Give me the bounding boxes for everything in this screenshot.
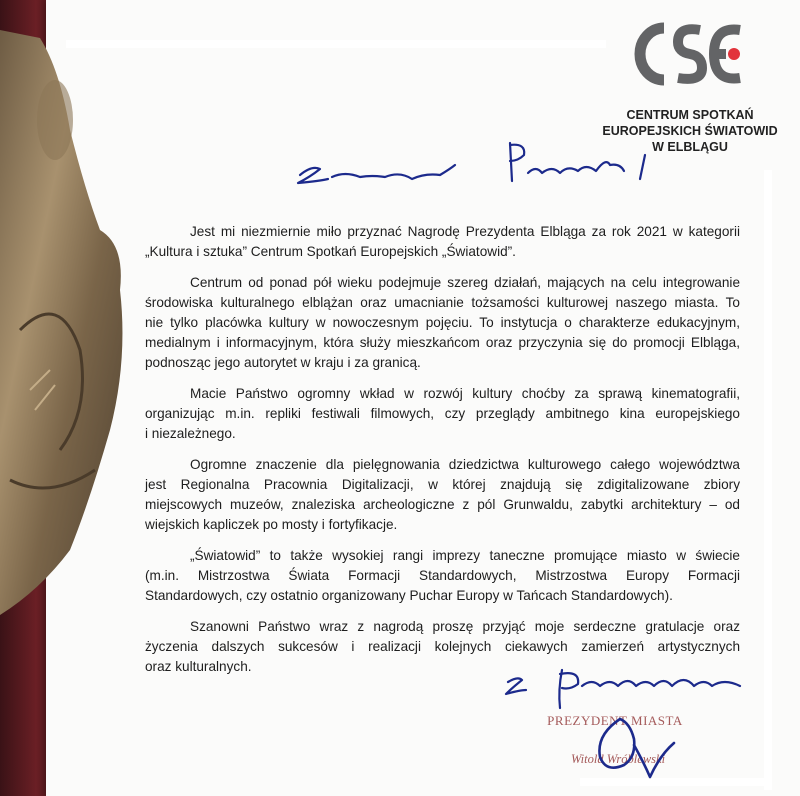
text-line: jest Regionalna Pracownia Digitalizacji, w której znajdują się zdigitalizowane zbiory xyxy=(145,477,740,492)
text-line: Standardowych, czy ostatnio organizowany Puchar Europy w Tańcach Standardowych). xyxy=(145,588,673,603)
text-line: życzenia dalszych sukcesów i realizacji kolejnych ciekawych zamierzeń artystycznych xyxy=(145,639,740,654)
text-line: organizując m.in. repliki festiwali filmowych, czy przeglądy ambitnego kina europejskiego xyxy=(145,406,740,421)
paragraph-4 xyxy=(145,455,740,535)
signer-title-stamp: PREZYDENT MIASTA xyxy=(547,713,683,728)
text-line: miejscowych muzeów, znaleziska archeologiczne z pól Grunwaldu, zabytki architektury – od xyxy=(145,497,740,512)
text-line: i niezależnego. xyxy=(145,426,236,441)
text-line: nie tylko placówka kultury w nowoczesnym pojęciu. To instytucja o charakterze edukacyjnym, xyxy=(145,315,740,330)
bronze-medal-image xyxy=(0,30,130,620)
org-name-line-3: W ELBLĄGU xyxy=(652,140,728,154)
text-line: Centrum od ponad pół wieku podejmuje szereg działań, mających na celu integrowanie xyxy=(190,275,740,290)
text-line: podnosząc jego autorytet w kraju i za granicą. xyxy=(145,355,421,370)
handwritten-salutation xyxy=(290,135,670,195)
president-signature xyxy=(590,715,680,785)
text-line: (m.in. Mistrzostwa Świata Formacji Standardowych, Mistrzostwa Europy Formacji xyxy=(145,568,740,583)
frame-line-right xyxy=(764,170,772,790)
org-name-line-1: CENTRUM SPOTKAŃ xyxy=(626,108,754,122)
text-line: wiejskich kapliczek po mosty i fortyfikacje. xyxy=(145,517,398,532)
text-line: Ogromne znaczenie dla pielęgnowania dziedzictwa kulturowego całego województwa xyxy=(190,457,740,472)
text-line: Szanowni Państwo wraz z nagrodą proszę przyjąć moje serdeczne gratulacje oraz xyxy=(190,619,740,634)
text-line: oraz kulturalnych. xyxy=(145,659,252,674)
text-line: medialnym i informacyjnym, która służy mieszkańcom oraz przyczynia się do promocji Elbląga, xyxy=(145,335,740,350)
paragraph-1 xyxy=(145,222,740,262)
signer-name-stamp: Witold Wróblewski xyxy=(570,752,666,766)
frame-line-top xyxy=(66,40,606,48)
letter-body xyxy=(145,222,740,688)
text-line: „Światowid” to także wysokiej rangi imprezy taneczne promujące miasto w świecie xyxy=(190,548,740,563)
text-line: środowiska kulturalnego elblążan oraz umacnianie tożsamości kulturowej naszego miasta. To xyxy=(145,295,740,310)
paragraph-5 xyxy=(145,546,740,606)
paragraph-3 xyxy=(145,384,740,444)
text-line: Jest mi niezmiernie miło przyznać Nagrodę Prezydenta Elbląga za rok 2021 w kategorii xyxy=(190,224,740,239)
handwritten-closing xyxy=(500,660,750,710)
text-line: Macie Państwo ogromny wkład w rozwój kultury choćby za sprawą kinematografii, xyxy=(190,386,740,401)
paragraph-2 xyxy=(145,273,740,373)
cse-logo xyxy=(630,18,742,90)
org-name-line-2: EUROPEJSKICH ŚWIATOWID xyxy=(602,124,778,138)
text-line: „Kultura i sztuka” Centrum Spotkań Europejskich „Światowid”. xyxy=(145,244,516,259)
